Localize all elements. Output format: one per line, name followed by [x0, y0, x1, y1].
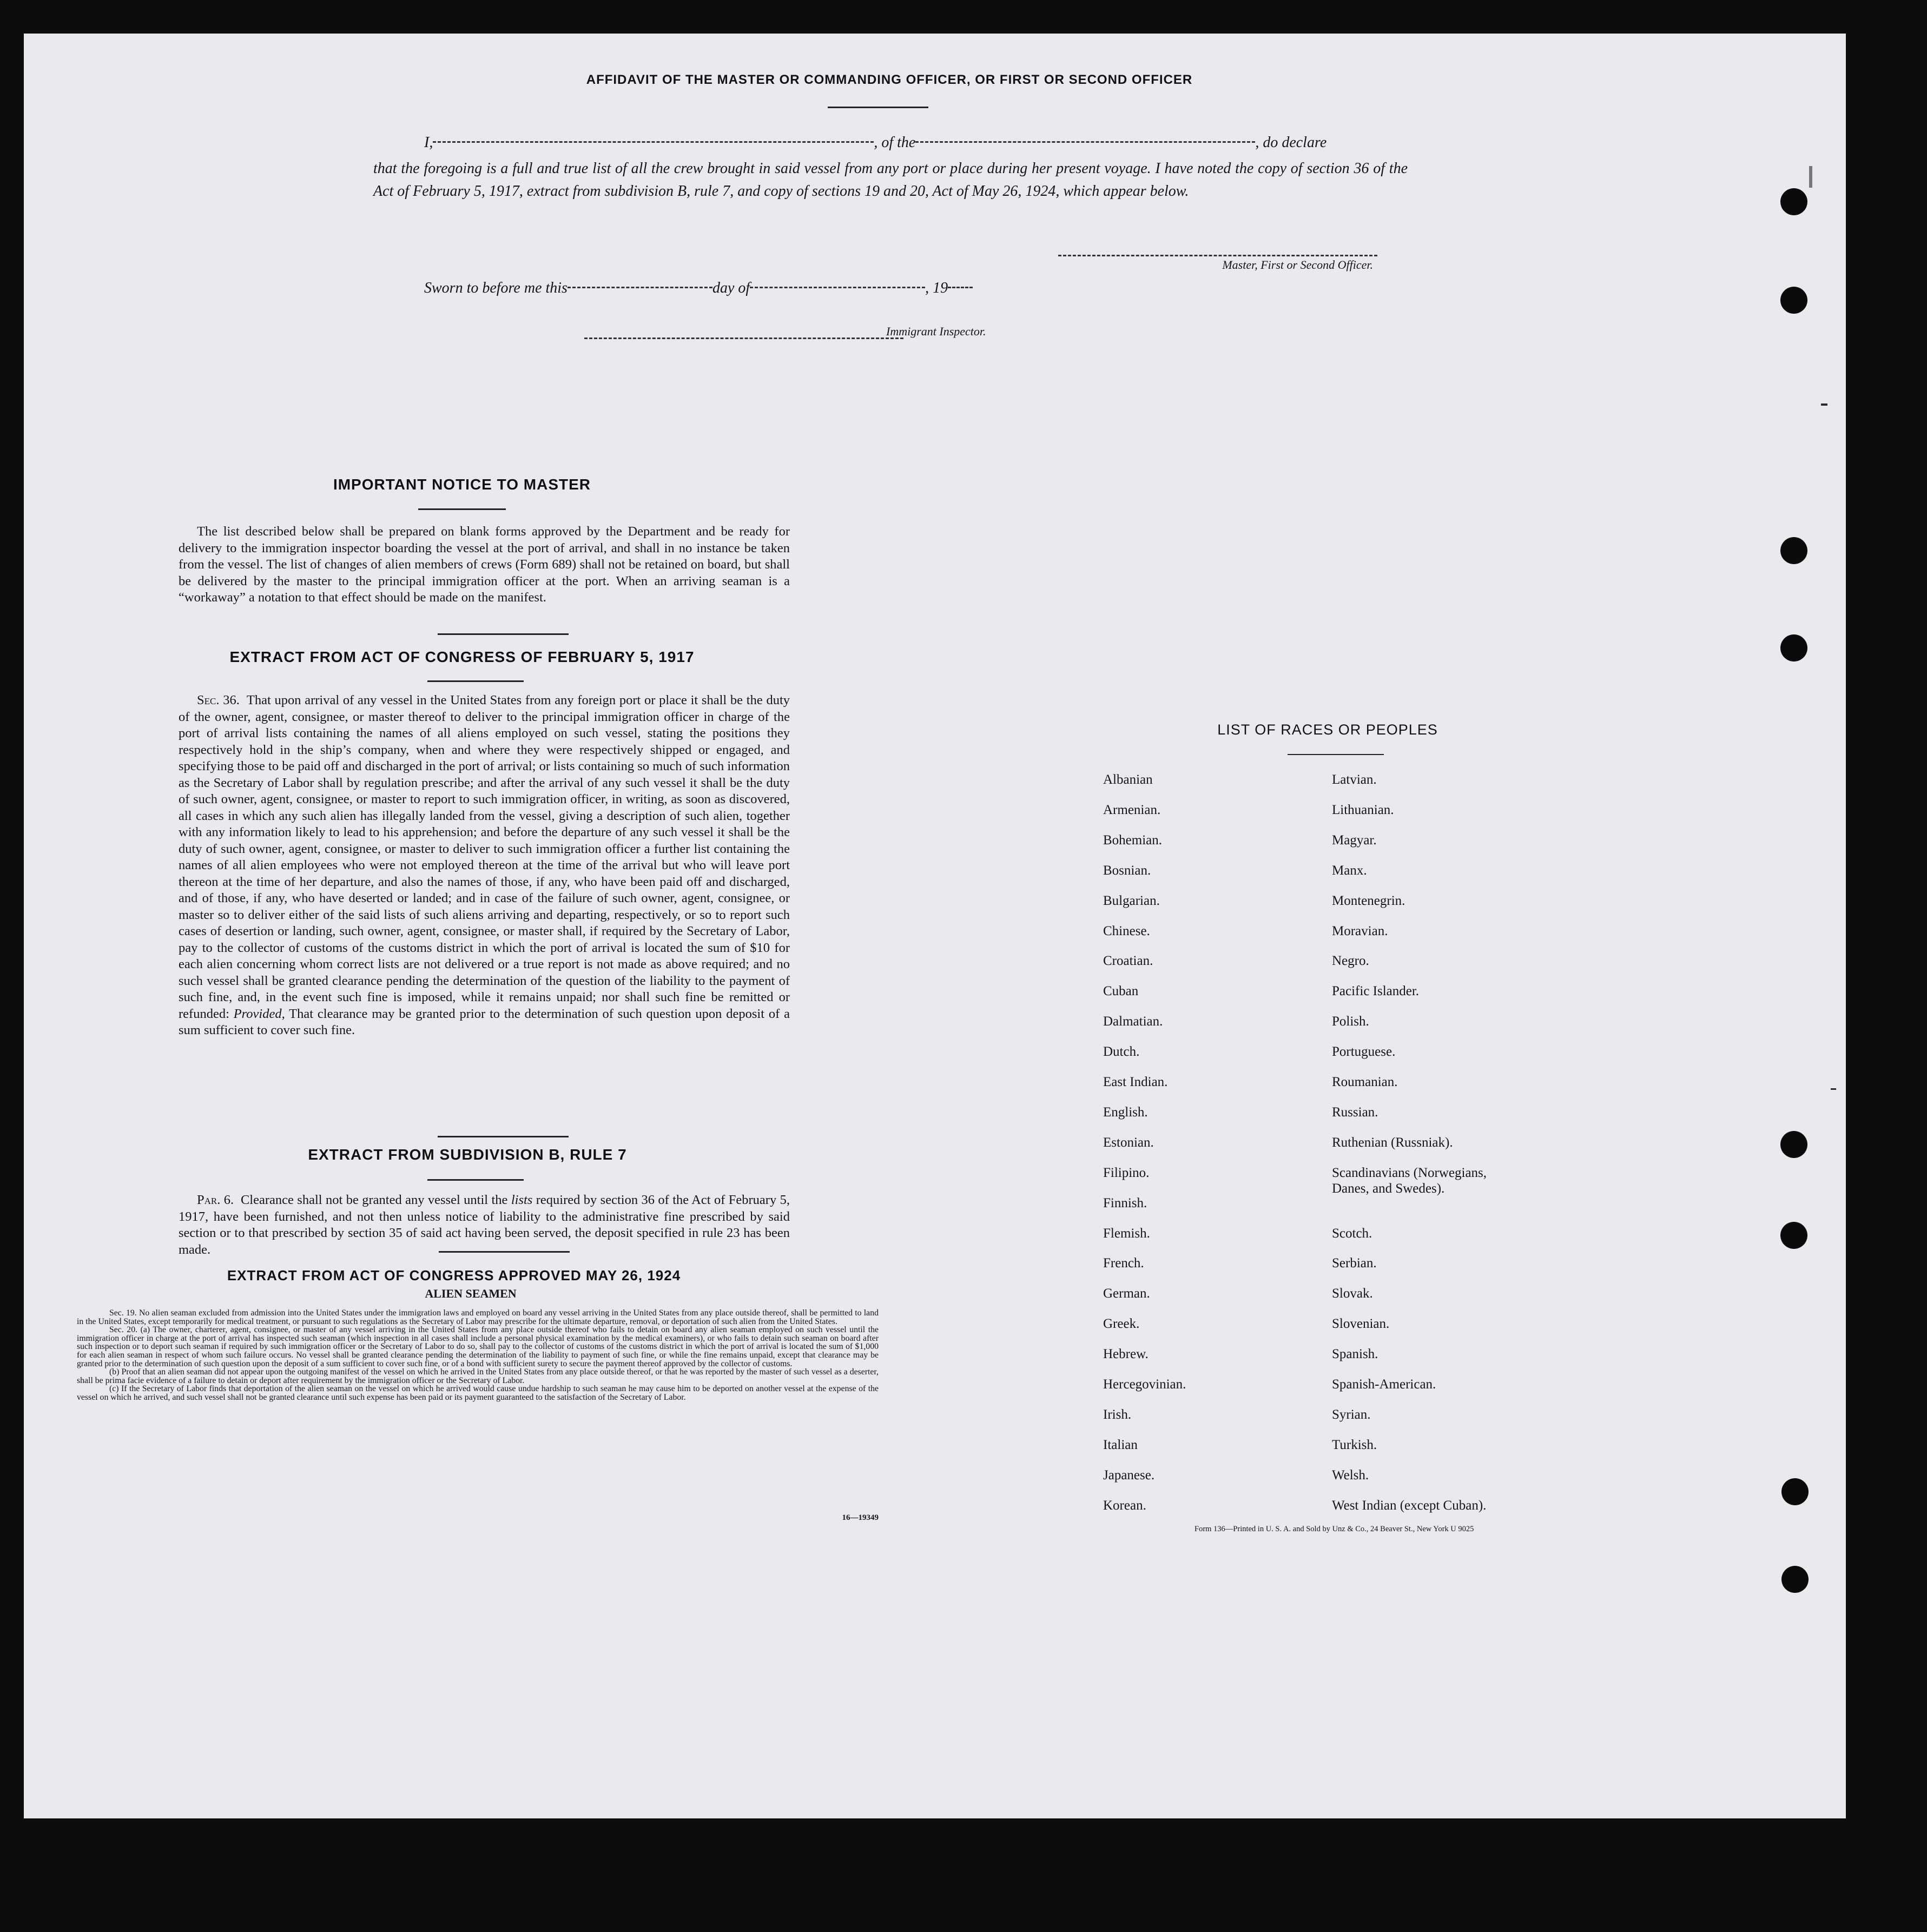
- race-left-item: Finnish.: [1103, 1195, 1147, 1210]
- binder-hole-5: [1780, 1131, 1807, 1158]
- race-right-item: Spanish.: [1332, 1347, 1378, 1362]
- speck: [1821, 403, 1827, 406]
- race-left-item: Korean.: [1103, 1498, 1146, 1513]
- rule7-end-rule: [439, 1251, 570, 1253]
- master-signature-line[interactable]: [1058, 255, 1377, 256]
- notice-title: IMPORTANT NOTICE TO MASTER: [333, 476, 591, 493]
- document-page: [24, 34, 1846, 1818]
- race-left-item: English.: [1103, 1104, 1148, 1120]
- rule7-title-rule: [427, 1179, 524, 1181]
- rule7-title: EXTRACT FROM SUBDIVISION B, RULE 7: [308, 1146, 627, 1163]
- race-right-item: Ruthenian (Russniak).: [1332, 1135, 1453, 1150]
- binder-hole-8: [1781, 1566, 1809, 1593]
- race-left-item: French.: [1103, 1256, 1144, 1271]
- sec36-label: Sec. 36.: [197, 693, 240, 707]
- extract-1924-body: [77, 1309, 879, 1402]
- races-title: LIST OF RACES OR PEOPLES: [1217, 722, 1438, 738]
- extract-1917-end-rule: [438, 1136, 569, 1137]
- race-right-item: Latvian.: [1332, 772, 1377, 787]
- proviso-word: Provided,: [233, 1006, 285, 1021]
- binder-hole-2: [1780, 287, 1807, 314]
- race-right-item: Portuguese.: [1332, 1044, 1396, 1060]
- extract-1917-title-rule: [427, 680, 524, 682]
- affidavit-title: AFFIDAVIT OF THE MASTER OR COMMANDING OFFICER, OR FIRST OR SECOND OFFICER: [586, 72, 1193, 87]
- race-right-item: Roumanian.: [1332, 1075, 1398, 1089]
- extract-1917-body: [179, 692, 790, 1039]
- affidavit-declaration: that the foregoing is a full and true list of all the crew brought in said vessel from any port or place during her present voyage. I have noted the copy of section 36 of the Act of February 5, 1917, extract from subdivision B, rule 7, and copy of sections 19 and 20, Act of May 26, 1924, which appear below.: [373, 160, 1408, 200]
- rule7-text-a: Clearance shall not be granted any vessel until the: [240, 1193, 508, 1207]
- race-left-item: Hercegovinian.: [1103, 1377, 1186, 1392]
- race-left-item: Flemish.: [1103, 1226, 1150, 1241]
- race-right-item: Magyar.: [1332, 832, 1377, 848]
- sworn-line: [424, 280, 1127, 297]
- race-right-item: Slovenian.: [1332, 1316, 1390, 1332]
- binder-hole-1: [1780, 188, 1807, 215]
- races-title-rule: [1288, 754, 1384, 755]
- race-right-item: Serbian.: [1332, 1256, 1377, 1271]
- notice-title-rule: [418, 508, 506, 510]
- race-left-item: German.: [1103, 1286, 1150, 1301]
- of-the-label: , of the: [874, 134, 916, 151]
- race-right-item: West Indian (except Cuban).: [1332, 1498, 1487, 1513]
- notice-body: The list described below shall be prepared on blank forms approved by the Department and be ready for delivery to the immigration inspector boarding the vessel at the port of arrival, and shall in no instance be taken from the vessel. The list of changes of alien members of crews (Form 689) shall not be retained on board, but shall be delivered by the master to the principal immigration officer at the port. When an arriving seaman is a “workaway” a notation to that effect should be made on the manifest.: [179, 524, 790, 605]
- race-left-item: Cuban: [1103, 984, 1139, 999]
- inspector-label: Immigrant Inspector.: [886, 325, 986, 338]
- race-left-item: Italian: [1103, 1437, 1138, 1452]
- race-left-item: Bosnian.: [1103, 863, 1151, 878]
- day-of-label: day of: [712, 280, 750, 296]
- race-left-item: Hebrew.: [1103, 1347, 1149, 1362]
- race-left-item: East Indian.: [1103, 1075, 1168, 1089]
- race-right-item: Russian.: [1332, 1104, 1378, 1120]
- race-right-item: Syrian.: [1332, 1407, 1371, 1422]
- race-left-item: Armenian.: [1103, 802, 1161, 817]
- race-left-item: Irish.: [1103, 1407, 1132, 1422]
- sworn-month-blank[interactable]: [750, 286, 925, 288]
- notice-end-rule: [438, 633, 569, 635]
- name-blank[interactable]: [433, 141, 874, 143]
- inspector-signature-line[interactable]: [584, 338, 903, 339]
- sec36-text: That upon arrival of any vessel in the United States from any foreign port or place it shall be the duty of the owner, agent, consignee, or master thereof to deliver to the principal immigration officer in charge of the port of arrival lists containing the names of all aliens employed on such vessel, stating the positions they respectively hold in the ship’s company, when and where they were respectively shipped or engaged, and specifying those to be paid off and discharged in the port of arrival; or lists containing so much of such information as the Secretary of Labor shall by regulation prescribe; and after the arrival of any such vessel it shall be the duty of such owner, agent, consignee, or master to report to such immigration officer, in writing, as soon as discovered, all cases in which any such alien has illegally landed from the vessel, giving a description of such alien, together with any information likely to lead to his apprehension; and before the departure of any such vessel it shall be the duty of such owner, agent, consignee, or master to deliver to such immigration officer a further list containing the names of all alien employees who were not employed thereon at the time of the arrival but who will leave port thereon at the time of her departure, and also the names of those, if any, who have been paid off and discharged, and of those, if any, who have deserted or landed; and in case of the failure of such owner, agent, consignee, or master so to deliver either of the said lists of such aliens arriving and departing, respectively, or so to report such cases of desertion or landing, such owner, agent, consignee, or master shall, if required by the Secretary of Labor, pay to the collector of customs of the customs district in which the port of arrival is located the sum of $10 for each alien concerning whom correct lists are not delivered or a true report is not made as above required; and no such vessel shall be granted clearance pending the determination of the question of the liability to the payment of such fine, and, in the event such fine is imposed, while it remains unpaid; nor shall such fine be remitted or refunded:: [179, 693, 790, 1021]
- race-left-item: Dalmatian.: [1103, 1014, 1163, 1029]
- vessel-blank[interactable]: [915, 141, 1255, 143]
- race-right-item: Moravian.: [1332, 923, 1388, 938]
- race-right-item: Turkish.: [1332, 1437, 1377, 1452]
- rule7-body: [179, 1192, 790, 1258]
- race-right-item: Lithuanian.: [1332, 802, 1394, 817]
- sworn-label: Sworn to before me this: [424, 280, 567, 296]
- race-right-item: Manx.: [1332, 863, 1367, 878]
- rule7-text-b: required by section 36 of the Act of February 5, 1917, have been furnished, and not then unless notice of liability to the administrative fine prescribed by said section or to that prescribed by section 35 of said act having been served, the deposit specified in rule 23 has been made.: [179, 1193, 790, 1257]
- race-left-item: Japanese.: [1103, 1467, 1155, 1483]
- race-right-item: Scotch.: [1332, 1226, 1372, 1241]
- binder-hole-7: [1781, 1478, 1809, 1505]
- sec20b-text: (b) Proof that an alien seaman did not appear upon the outgoing manifest of the vessel on which he arrived in the United States from any place outside thereof, or that he was reported by the master of such vessel as a deserter, shall be prima facie evidence of a failure to detain or deport after requirement by the immigration officer or the Secretary of Labor.: [77, 1367, 879, 1385]
- binder-hole-6: [1780, 1222, 1807, 1249]
- binder-hole-4: [1780, 634, 1807, 661]
- race-right-item: Spanish-American.: [1332, 1377, 1436, 1392]
- affidavit-i-label: I,: [424, 134, 433, 151]
- sworn-year-blank[interactable]: [948, 286, 973, 288]
- speck: [1809, 166, 1812, 188]
- race-left-item: Greek.: [1103, 1316, 1140, 1332]
- sec20c-text: (c) If the Secretary of Labor finds that deportation of the alien seaman on the vessel on which he arrived would cause undue hardship to such seaman he may cause him to be deported on another vessel at the expense of the vessel on which he arrived, and such vessel shall not be granted clearance until such expense has been paid or its payment guaranteed to the satisfaction of the Secretary of Labor.: [77, 1384, 879, 1402]
- form-note: Form 136—Printed in U. S. A. and Sold by Unz & Co., 24 Beaver St., New York U 9025: [1195, 1525, 1474, 1533]
- race-left-item: Bohemian.: [1103, 832, 1163, 848]
- race-left-item: Bulgarian.: [1103, 893, 1160, 908]
- race-right-item: Montenegrin.: [1332, 893, 1405, 908]
- race-right-item: Negro.: [1332, 954, 1369, 969]
- race-left-item: Croatian.: [1103, 954, 1153, 969]
- affidavit-title-rule: [828, 107, 928, 108]
- race-right-item: Slovak.: [1332, 1286, 1373, 1301]
- race-right-item: Pacific Islander.: [1332, 984, 1420, 999]
- alien-seamen-subtitle: ALIEN SEAMEN: [425, 1287, 517, 1300]
- race-left-item: Albanian: [1103, 772, 1153, 787]
- sec20a-text: Sec. 20. (a) The owner, charterer, agent, consignee, or master of any vessel arriving in the United States from any place outside thereof who fails to detain on board any alien seaman employed on such vessel until the immigration officer in charge at the port of arrival has inspected such seaman (which inspection in all cases shall include a personal physical examination by the medical examiners), or who fails to detain such seaman on board after such inspection or to deport such seaman if required by such immigration officer or the Secretary of Labor to do so, shall pay to the collector of customs of the customs district in which the port of arrival is located the sum of $1,000 for each alien seaman in respect of whom such failure occurs. No vessel shall be granted clearance pending the determination of the liability to payment of such fine, or while the fine remains unpaid, except that clearance may be granted prior to the determination of such question upon the deposit of a sum sufficient to cover such fine, or of a bond with sufficient surety to secure the payment thereof approved by the collector of customs.: [77, 1325, 879, 1368]
- affidavit-declare-line: [424, 134, 1409, 151]
- lists-word: lists: [511, 1193, 533, 1207]
- master-signature-label: Master, First or Second Officer.: [1222, 258, 1373, 272]
- print-code: 16—19349: [842, 1513, 879, 1522]
- race-left-item: Chinese.: [1103, 923, 1150, 938]
- race-left-item: Filipino.: [1103, 1165, 1150, 1180]
- year-label: , 19: [925, 280, 948, 296]
- race-right-item: Welsh.: [1332, 1467, 1369, 1483]
- race-right-item: Polish.: [1332, 1014, 1369, 1029]
- race-left-item: Dutch.: [1103, 1044, 1140, 1060]
- extract-1917-title: EXTRACT FROM ACT OF CONGRESS OF FEBRUARY 5, 1917: [229, 649, 695, 665]
- race-right-item: Scandinavians (Norwegians, Danes, and Swedes).: [1332, 1165, 1487, 1196]
- do-declare-label: , do declare: [1255, 134, 1327, 151]
- sworn-day-blank[interactable]: [567, 286, 712, 288]
- speck: [1831, 1088, 1836, 1090]
- extract-1924-title: EXTRACT FROM ACT OF CONGRESS APPROVED MAY 26, 1924: [227, 1267, 681, 1283]
- par6-label: Par. 6.: [197, 1193, 234, 1207]
- sec19-text: Sec. 19. No alien seaman excluded from admission into the United States under the immigration laws and employed on board any vessel arriving in the United States from any place outside thereof, shall be permitted to land in the United States, except temporarily for medical treatment, or pursuant to such regulations as the Secretary of Labor may prescribe for the ultimate departure, removal, or deportation of such alien from the United States.: [77, 1308, 879, 1326]
- sec36-proviso-text: That clearance may be granted prior to the determination of such question upon deposit of a sum sufficient to cover such fine.: [179, 1006, 790, 1037]
- binder-hole-3: [1780, 537, 1807, 564]
- race-left-item: Estonian.: [1103, 1135, 1154, 1150]
